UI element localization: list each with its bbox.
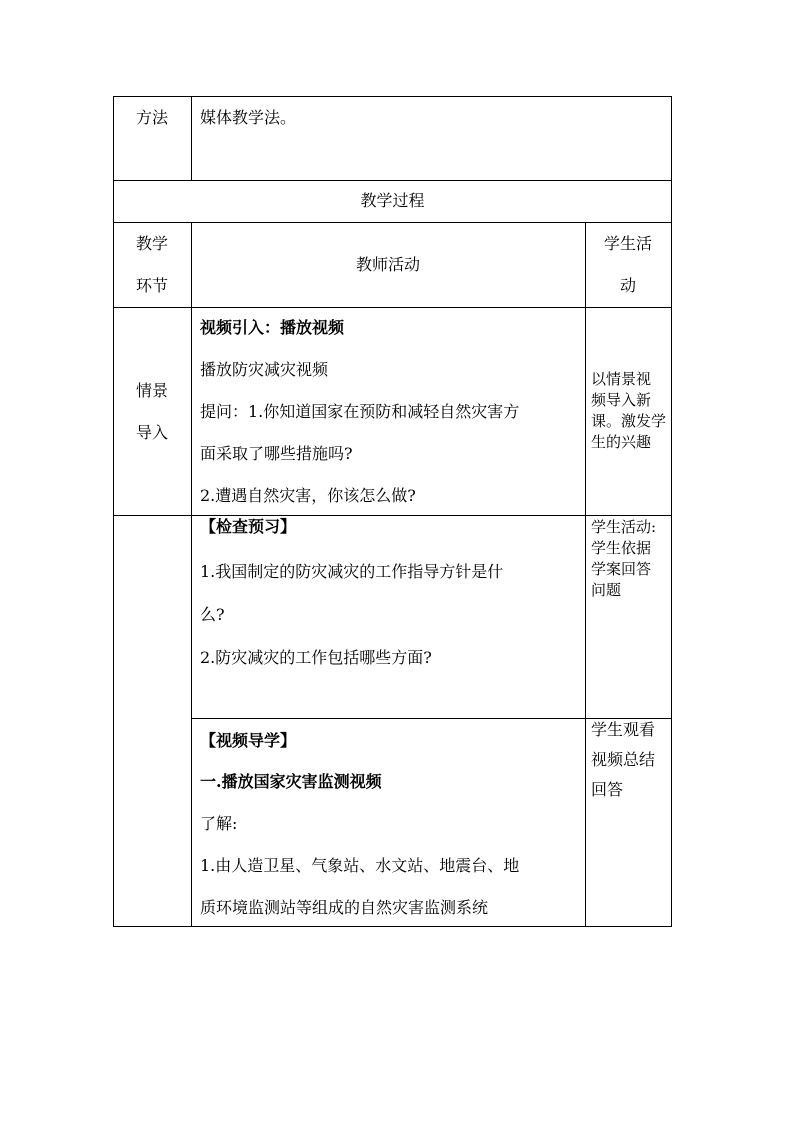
situation-student-line: 课。激发学 — [591, 412, 667, 430]
row-divider — [113, 515, 672, 516]
header-teacher: 教师活动 — [355, 255, 420, 274]
row-divider — [113, 307, 672, 308]
video-student-line: 学生观看 — [591, 720, 656, 739]
preview-student-line: 问题 — [591, 581, 622, 599]
video-student-line: 视频总结 — [591, 750, 656, 769]
header-student-line2: 动 — [619, 276, 636, 295]
table-border-right — [671, 96, 672, 927]
row-divider — [113, 222, 672, 223]
preview-student-line: 学案回答 — [591, 560, 652, 578]
column-divider — [191, 222, 192, 927]
column-divider — [585, 222, 586, 927]
situation-stage-line1: 情景 — [135, 381, 168, 400]
table-border-left — [113, 96, 114, 927]
header-student-line1: 学生活 — [603, 234, 652, 253]
situation-heading: 视频引入：播放视频 — [200, 318, 345, 337]
situation-line: 面采取了哪些措施吗? — [200, 444, 353, 463]
video-subheading: 一.播放国家灾害监测视频 — [200, 772, 382, 791]
header-stage-line1: 教学 — [135, 234, 168, 253]
situation-student-line: 频导入新 — [591, 391, 652, 409]
situation-line: 提问：1.你知道国家在预防和减轻自然灾害方 — [200, 402, 520, 421]
preview-student-line: 学生活动: — [591, 518, 657, 536]
preview-line: 么? — [200, 605, 225, 624]
process-title: 教学过程 — [360, 191, 425, 210]
video-student-line: 回答 — [591, 780, 624, 799]
header-stage-line2: 环节 — [135, 276, 168, 295]
situation-line: 2.遭遇自然灾害，你该怎么做? — [200, 486, 416, 505]
preview-heading: 【检查预习】 — [200, 517, 297, 536]
video-line: 质环境监测站等组成的自然灾害监测系统 — [200, 898, 489, 917]
preview-line: 1.我国制定的防灾减灾的工作指导方针是什 — [200, 562, 504, 581]
row-divider — [191, 718, 672, 719]
preview-line: 2.防灾减灾的工作包括哪些方面? — [200, 648, 432, 667]
situation-student-line: 生的兴趣 — [591, 433, 652, 451]
video-heading: 【视频导学】 — [200, 731, 297, 750]
row-divider — [113, 180, 672, 181]
video-line: 1.由人造卫星、气象站、水文站、地震台、地 — [200, 856, 520, 875]
video-line: 了解: — [200, 814, 238, 833]
situation-line: 播放防灾减灾视频 — [200, 360, 329, 379]
table-border-top — [113, 96, 672, 97]
situation-student-line: 以情景视 — [591, 370, 652, 388]
preview-student-line: 学生依据 — [591, 539, 652, 557]
table-border-bottom — [113, 926, 672, 927]
method-label: 方法 — [135, 108, 168, 127]
situation-stage-line2: 导入 — [135, 423, 168, 442]
column-divider — [191, 96, 192, 181]
method-content: 媒体教学法。 — [200, 108, 297, 127]
lesson-plan-table — [113, 96, 672, 927]
